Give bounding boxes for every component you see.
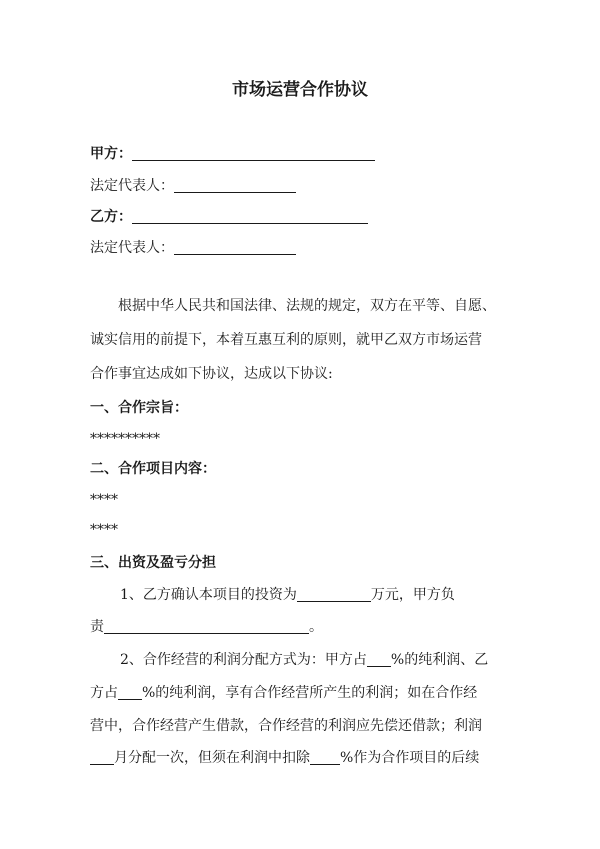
clause-2-text-4a: 月分配一次，但须在利润中扣除	[114, 750, 310, 766]
clause-1-text-b: 万元，甲方负	[370, 587, 455, 603]
clause-2-line-2	[90, 683, 477, 703]
section-2-item-2: ****	[90, 522, 118, 538]
clause-2-text-4b: %作为合作项目的后续	[340, 750, 480, 766]
months-blank	[90, 750, 114, 765]
rep-a-label: 法定代表人：	[90, 178, 174, 194]
clause-1-text-a: 1、乙方确认本项目的投资为	[120, 587, 297, 603]
clause-1-text-c: 责	[90, 619, 104, 635]
clause-2-line-3: 营中，合作经营产生借款，合作经营的利润应先偿还借款；利润	[90, 718, 482, 734]
section-2-item-1: ****	[90, 492, 118, 508]
section-1-content: **********	[90, 431, 160, 447]
section-1-heading: 一、合作宗旨：	[90, 400, 188, 416]
clause-2-text-2a: 方占	[90, 685, 118, 701]
deduction-blank	[310, 750, 340, 765]
rep-b-label: 法定代表人：	[90, 240, 174, 256]
party-b-row	[90, 207, 368, 227]
section-3-heading: 三、出资及盈亏分担	[90, 555, 216, 571]
party-a-blank	[132, 146, 375, 161]
intro-line-1: 根据中华人民共和国法律、法规的规定，双方在平等、自愿、	[118, 298, 496, 314]
party-a-label: 甲方：	[90, 146, 132, 162]
party-a-share-blank	[367, 652, 391, 667]
rep-a-row	[90, 176, 296, 196]
rep-a-blank	[174, 178, 296, 193]
clause-2-text-1b: %的纯利润、乙	[390, 652, 489, 668]
party-b-label: 乙方：	[90, 209, 132, 225]
section-2-heading: 二、合作项目内容：	[90, 461, 216, 477]
clause-2-text-1a: 2、合作经营的利润分配方式为：甲方占	[120, 652, 367, 668]
clause-2-line-4	[90, 748, 479, 768]
rep-b-row	[90, 238, 296, 258]
investment-blank	[297, 587, 371, 602]
clause-2-text-2b: %的纯利润，享有合作经营所产生的利润；如在合作经	[142, 685, 478, 701]
responsibility-blank	[104, 619, 309, 634]
clause-1-text-d: 。	[309, 619, 323, 635]
intro-line-3: 合作事宜达成如下协议，达成以下协议:	[90, 366, 333, 382]
clause-2-line-1	[120, 650, 488, 670]
party-a-row	[90, 144, 375, 164]
party-b-share-blank	[118, 685, 142, 700]
intro-line-2: 诚实信用的前提下，本着互惠互利的原则，就甲乙双方市场运营	[90, 332, 482, 348]
rep-b-blank	[174, 240, 296, 255]
clause-1-line-1	[120, 585, 455, 605]
document-title: 市场运营合作协议	[232, 80, 368, 100]
clause-1-line-2	[90, 617, 323, 637]
party-b-blank	[132, 209, 368, 224]
